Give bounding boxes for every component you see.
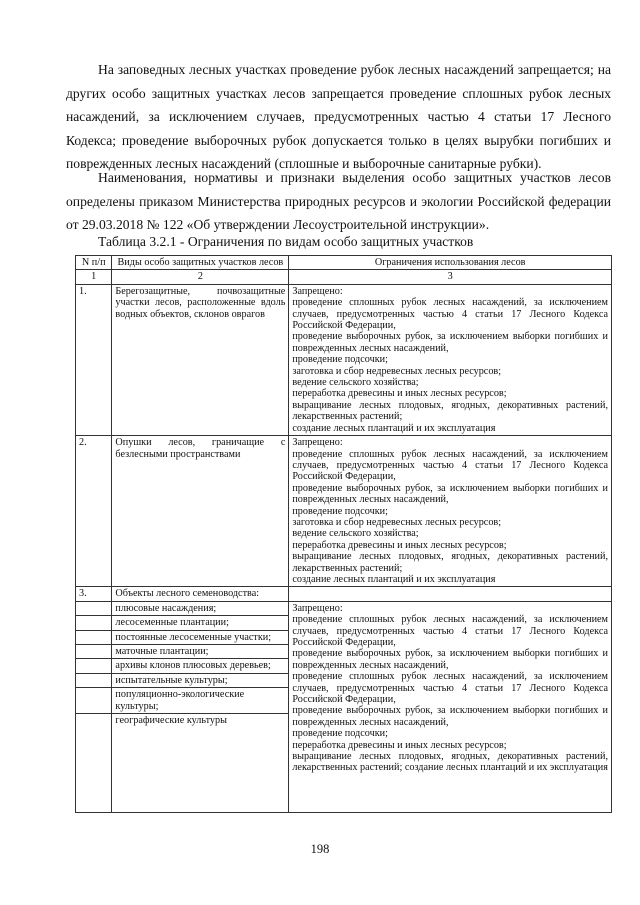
page-number: 198 <box>310 842 330 856</box>
restriction-item: создание лесных плантаций и их эксплуатация <box>292 573 496 585</box>
restriction-item: выращивание лесных плодовых, ягодных, декоративных растений, лекарственных растений; <box>292 399 608 423</box>
table-row <box>76 284 612 435</box>
restriction-item: ведение сельского хозяйства; <box>292 377 419 389</box>
subrow-number-empty <box>76 673 112 687</box>
row-zone-type: Опушки лесов, граничащие с безлесными пространствами <box>112 436 289 587</box>
row-number: 2. <box>76 436 112 587</box>
subrow-number-empty <box>76 630 112 644</box>
subrow-seed-object-type: испытательные культуры; <box>112 673 289 687</box>
paragraph-restrictions-intro: На заповедных лесных участках проведение рубок лесных насаждений запрещается; на других особо защитных участках лесов запрещается проведение сплошных рубок лесных насаждений, за исключением случаев, предусмотренных частью 4 статьи 17 Лесного Кодекса; проведение выборочных рубок допускается только в целях вырубки погибших и поврежденных лесных насаждений (сплошные и выборочные санитарные рубки). <box>66 62 611 172</box>
restriction-item: создание лесных плантаций и их эксплуатация <box>292 422 496 434</box>
subrow-seed-object-type: лесосеменные плантации; <box>112 616 289 630</box>
subrow-seed-object-type: архивы клонов плюсовых деревьев; <box>112 659 289 673</box>
subrow-number-empty <box>76 659 112 673</box>
subrow-seed-object-type: популяционно-экологические культуры; <box>112 688 289 714</box>
column-number-3: 3 <box>289 270 612 284</box>
restriction-item: выращивание лесных плодовых, ягодных, декоративных растений, лекарственных растений; создание лесных плантаций и их эксплуатация <box>292 751 608 774</box>
restriction-item: выращивание лесных плодовых, ягодных, декоративных растений, лекарственных растений; <box>292 551 608 574</box>
table-column-number-row <box>76 270 612 284</box>
column-number-1: 1 <box>76 270 112 284</box>
restriction-item: проведение подсочки; <box>292 505 388 517</box>
restriction-item: проведение выборочных рубок, за исключением выборки погибших и поврежденных лесных насаждений, <box>292 482 608 506</box>
subrow-number-empty <box>76 688 112 714</box>
subrow-seed-object-type: географические культуры <box>112 714 289 813</box>
row-restrictions <box>289 284 612 435</box>
table-subrow <box>76 601 612 615</box>
table-header-row <box>76 256 612 270</box>
header-zone-type: Виды особо защитных участков лесов <box>112 256 289 270</box>
restriction-item: проведение сплошных рубок лесных насаждений, за исключением случаев, предусмотренных частью 4 статьи 17 Лесного Кодекса Российской Федерации, <box>292 297 608 332</box>
subrow-number-empty <box>76 601 112 615</box>
header-number: N п/п <box>76 256 112 270</box>
restriction-item: проведение выборочных рубок, за исключением выборки погибших и поврежденных лесных насаждений, <box>292 648 608 671</box>
row-restrictions <box>289 436 612 587</box>
restriction-item: Запрещено: <box>292 437 343 449</box>
restriction-item: переработка древесины и иных лесных ресурсов; <box>292 388 507 400</box>
restriction-item: проведение сплошных рубок лесных насаждений, за исключением случаев, предусмотренных частью 4 статьи 17 Лесного Кодекса Российской Федерации, <box>292 448 608 483</box>
restriction-item: проведение подсочки; <box>292 354 388 366</box>
row-number: 1. <box>76 284 112 435</box>
restriction-item: Запрещено: <box>292 285 343 297</box>
restriction-item: заготовка и сбор недревесных лесных ресурсов; <box>292 365 502 377</box>
subrow-seed-object-type: постоянные лесосеменные участки; <box>112 630 289 644</box>
column-number-2: 2 <box>112 270 289 284</box>
restriction-item: заготовка и сбор недревесных лесных ресурсов; <box>292 516 502 528</box>
restriction-item: Запрещено: <box>292 602 343 614</box>
table-row <box>76 436 612 587</box>
row-number: 3. <box>76 587 112 601</box>
restriction-item: переработка древесины и иных лесных ресурсов; <box>292 739 507 751</box>
subrow-seed-object-type: маточные плантации; <box>112 645 289 659</box>
subrow-number-empty <box>76 645 112 659</box>
table-caption: Таблица 3.2.1 - Ограничения по видам особо защитных участков <box>98 234 474 249</box>
restriction-item: проведение сплошных рубок лесных насаждений, за исключением случаев, предусмотренных частью 4 статьи 17 Лесного Кодекса Российской Федерации, <box>292 671 608 706</box>
row-zone-type: Объекты лесного семеноводства: <box>112 587 289 601</box>
row-restrictions <box>289 601 612 812</box>
subrow-number-empty <box>76 714 112 813</box>
header-restrictions: Ограничения использования лесов <box>289 256 612 270</box>
restriction-item: ведение сельского хозяйства; <box>292 528 419 540</box>
restrictions-table <box>75 255 612 813</box>
restriction-item: переработка древесины и иных лесных ресурсов; <box>292 539 507 551</box>
restriction-item: проведение выборочных рубок, за исключением выборки погибших и поврежденных лесных насаждений, <box>292 331 608 354</box>
table-row <box>76 587 612 601</box>
restriction-item: проведение выборочных рубок, за исключением выборки погибших и поврежденных лесных насаждений, <box>292 705 608 728</box>
row-zone-type: Берегозащитные, почвозащитные участки лесов, расположенные вдоль водных объектов, склонов оврагов <box>112 284 289 435</box>
subrow-seed-object-type: плюсовые насаждения; <box>112 601 289 615</box>
restriction-item: проведение подсочки; <box>292 728 388 740</box>
row-restrictions-empty <box>289 587 612 601</box>
paragraph-normative-reference: Наименования, нормативы и признаки выделения особо защитных участков лесов определены приказом Министерства природных ресурсов и экологии Российской федерации от 29.03.2018 № 122 «Об утверждении Лесоустроительной инструкции». <box>66 170 611 233</box>
restriction-item: проведение сплошных рубок лесных насаждений, за исключением случаев, предусмотренных частью 4 статьи 17 Лесного Кодекса Российской Федерации, <box>292 614 608 648</box>
subrow-number-empty <box>76 616 112 630</box>
